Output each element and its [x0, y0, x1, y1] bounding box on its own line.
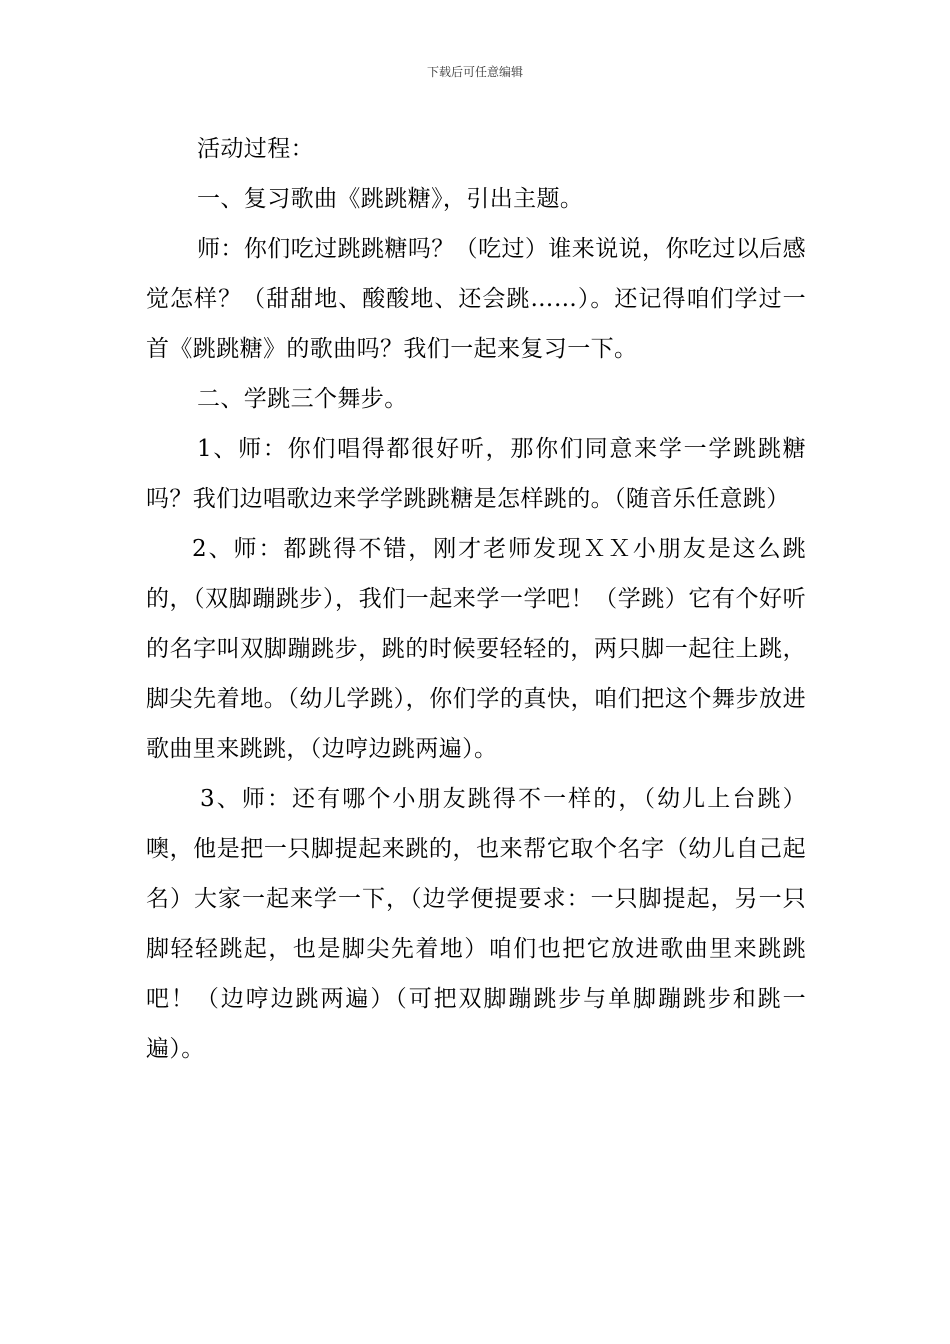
paragraph-step-2: 2、师：都跳得不错，刚才老师发现ＸＸ小朋友是这么跳的，（双脚蹦跳步），我们一起来学一学吧！（学跳）它有个好听的名字叫双脚蹦跳步，跳的时候要轻轻的，两只脚一起往上跳，脚尖先着地。（幼儿学跳），你们学的真快，咱们把这个舞步放进歌曲里来跳跳，（边哼边跳两遍）。 — [146, 536, 806, 762]
section-heading-activity-process: 活动过程： — [197, 136, 314, 162]
document-body — [146, 124, 806, 1074]
section-heading-2: 二、学跳三个舞步。 — [197, 386, 408, 412]
paragraph-step-3: 3、师：还有哪个小朋友跳得不一样的，（幼儿上台跳）噢，他是把一只脚提起来跳的，也来帮它取个名字（幼儿自己起名）大家一起来学一下，（边学便提要求：一只脚提起，另一只脚轻轻跳起，也是脚尖先着地）咱们也把它放进歌曲里来跳跳吧！（边哼边跳两遍）（可把双脚蹦跳步与单脚蹦跳步和跳一遍）。 — [146, 786, 806, 1062]
paragraph-step-1: 1、师：你们唱得都很好听，那你们同意来学一学跳跳糖吗？我们边唱歌边来学学跳跳糖是怎样跳的。（随音乐任意跳） — [146, 436, 806, 512]
section-heading-1: 一、复习歌曲《跳跳糖》，引出主题。 — [197, 186, 584, 212]
page-header-note: 下载后可任意编辑 — [426, 65, 523, 79]
paragraph-teacher-intro: 师：你们吃过跳跳糖吗？（吃过）谁来说说，你吃过以后感觉怎样？（甜甜地、酸酸地、还会跳……）。还记得咱们学过一首《跳跳糖》的歌曲吗？我们一起来复习一下。 — [146, 236, 806, 362]
